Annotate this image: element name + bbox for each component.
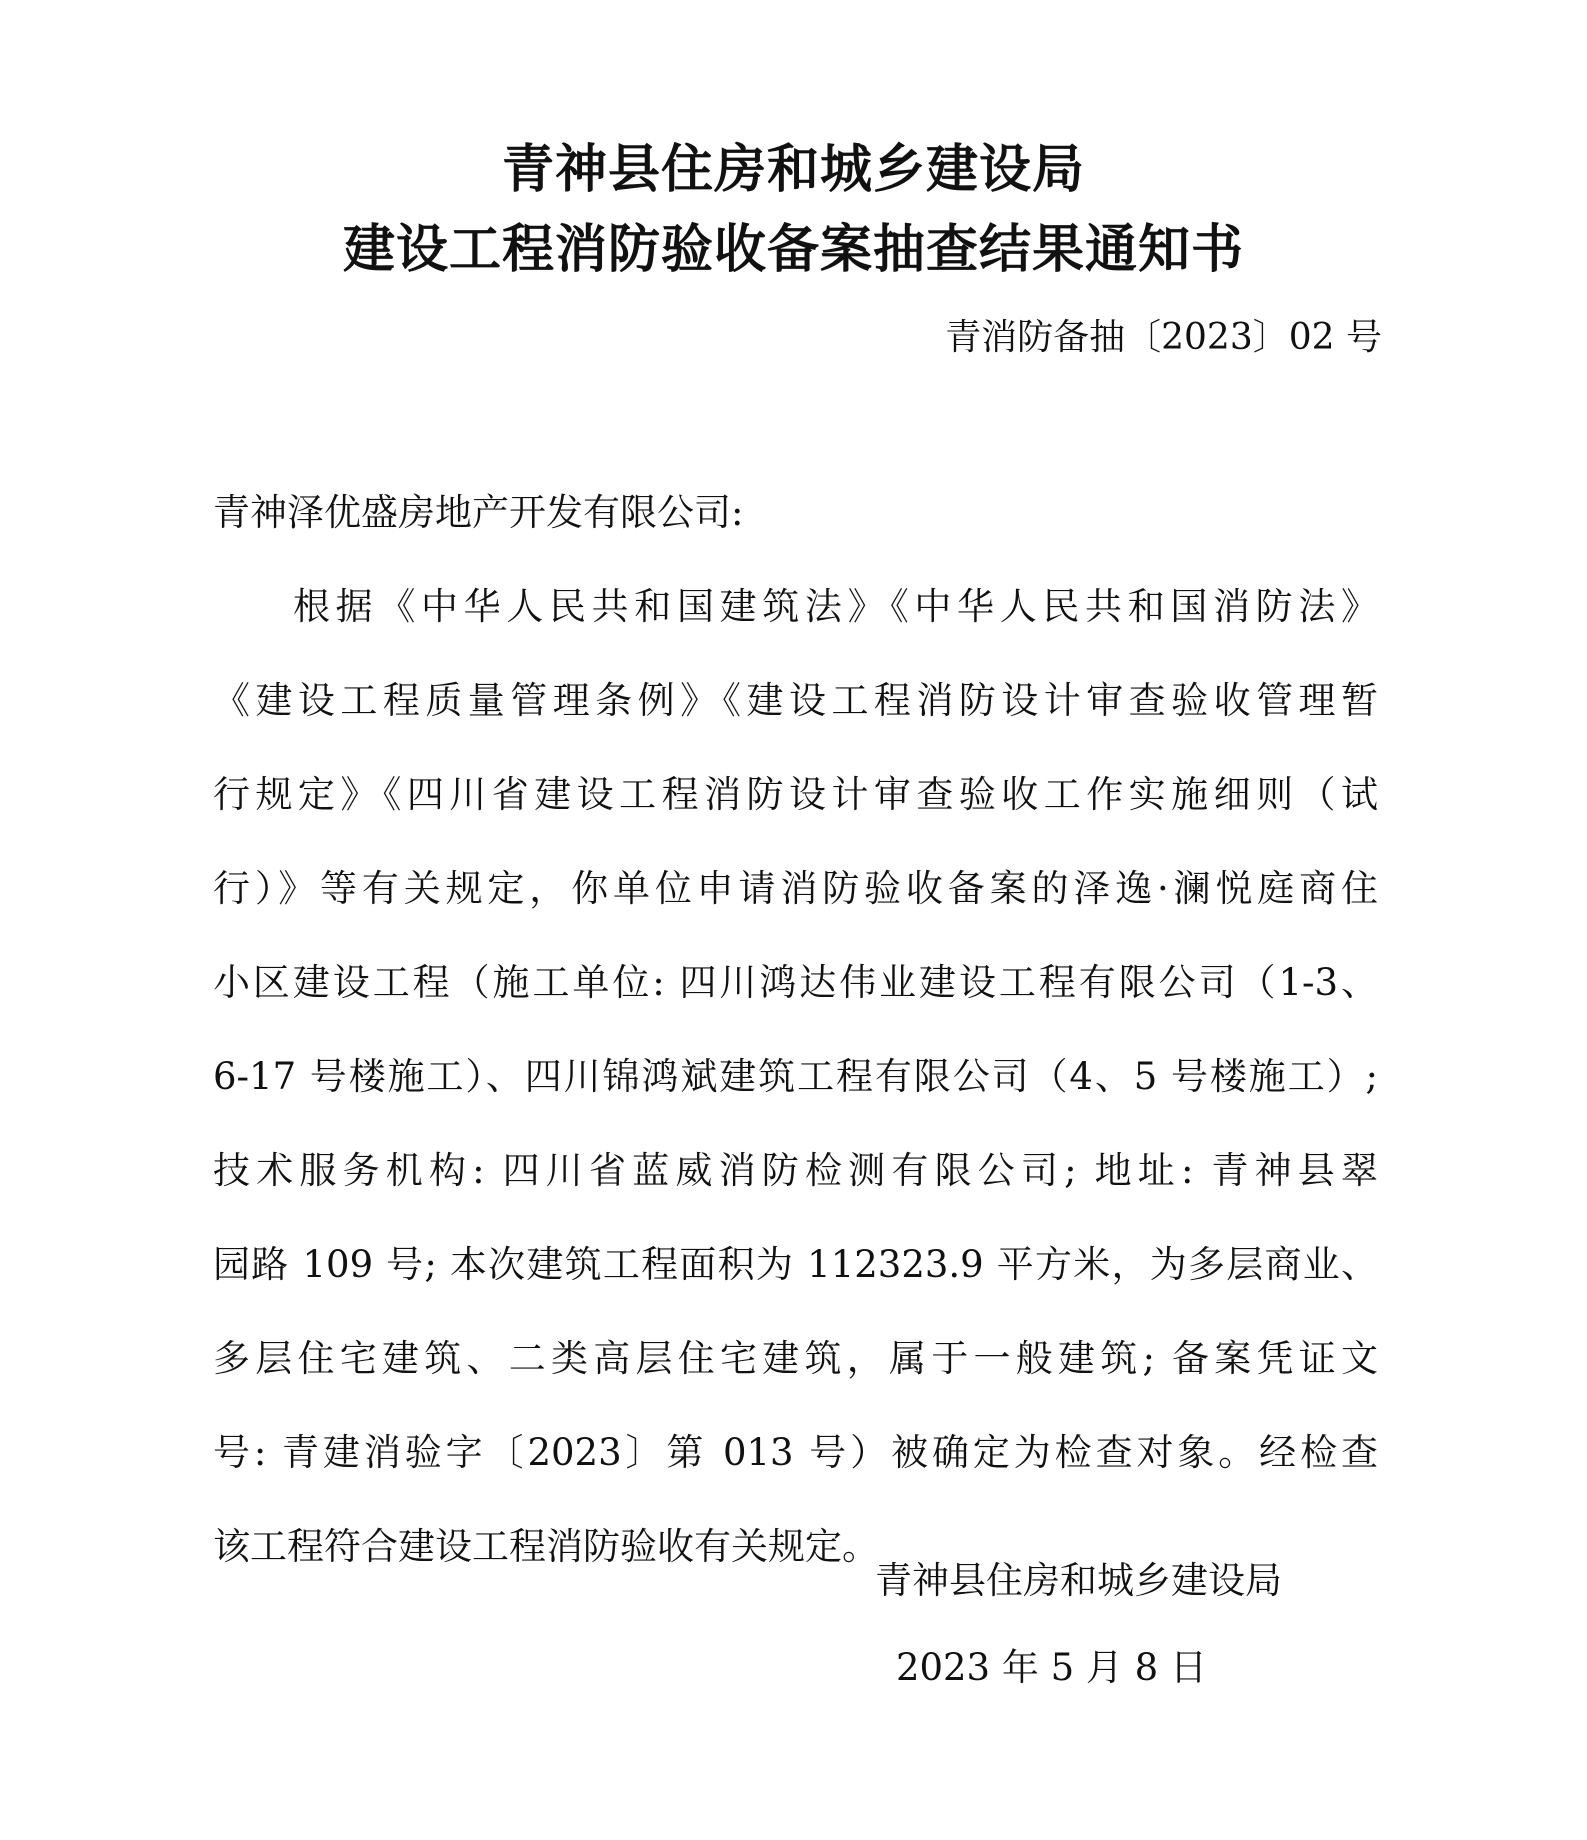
body-line: 园路 109 号; 本次建筑工程面积为 112323.9 平方米，为多层商业、 — [213, 1243, 1378, 1286]
body-line: 小区建设工程（施工单位: 四川鸿达伟业建设工程有限公司（1-3、 — [213, 961, 1378, 1004]
issue-date: 2023 年 5 月 8 日 — [895, 1646, 1207, 1689]
issuing-authority: 青神县住房和城乡建设局 — [875, 1559, 1282, 1602]
document-number: 青消防备抽〔2023〕02 号 — [945, 317, 1382, 358]
body-line: 行）》等有关规定，你单位申请消防验收备案的泽逸·澜悦庭商住 — [213, 867, 1378, 910]
document-title-line-2: 建设工程消防验收备案抽查结果通知书 — [342, 219, 1244, 280]
body-line: 6-17 号楼施工）、四川锦鸿斌建筑工程有限公司（4、5 号楼施工）; — [213, 1055, 1378, 1098]
body-line: 多层住宅建筑、二类高层住宅建筑，属于一般建筑; 备案凭证文 — [213, 1337, 1378, 1380]
body-line: 《建设工程质量管理条例》《建设工程消防设计审查验收管理暂 — [213, 679, 1378, 722]
body-paragraph — [213, 560, 1378, 1594]
body-line: 根据《中华人民共和国建筑法》《中华人民共和国消防法》 — [293, 585, 1378, 628]
body-line: 该工程符合建设工程消防验收有关规定。 — [213, 1525, 879, 1568]
document-title-line-1: 青神县住房和城乡建设局 — [501, 139, 1085, 200]
body-line: 行规定》《四川省建设工程消防设计审查验收工作实施细则（试 — [213, 773, 1378, 816]
recipient: 青神泽优盛房地产开发有限公司: — [213, 491, 744, 534]
body-line: 技术服务机构: 四川省蓝威消防检测有限公司; 地址: 青神县翠 — [213, 1149, 1378, 1192]
body-line: 号: 青建消验字〔2023〕第 013 号）被确定为检查对象。经检查 — [213, 1431, 1378, 1474]
